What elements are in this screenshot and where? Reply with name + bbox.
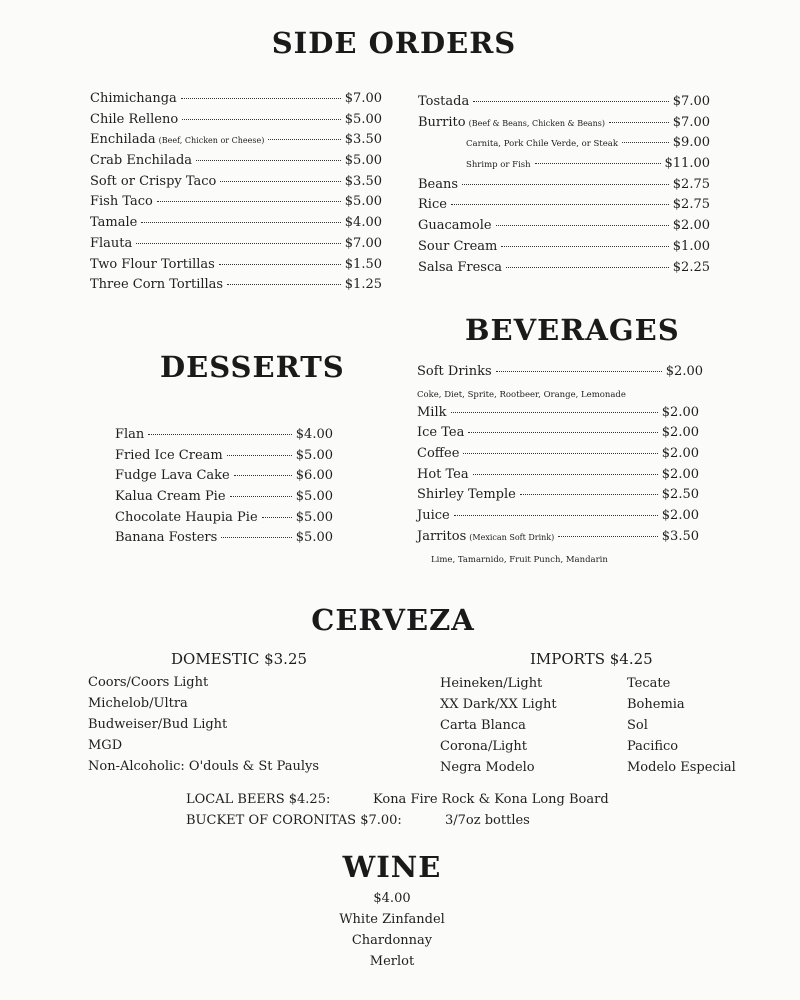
list-item: White Zinfandel [339, 912, 445, 927]
domestic-list [88, 672, 319, 777]
desserts-list [115, 427, 333, 551]
list-item: Salsa Fresca $2.25 [418, 259, 710, 275]
list-item: Chile Relleno $5.00 [90, 111, 382, 127]
list-item: Chocolate Haupia Pie $5.00 [115, 509, 333, 525]
list-item: Milk $2.00 [417, 404, 699, 420]
imports-heading: IMPORTS $4.25 [530, 650, 653, 668]
list-item: Non-Alcoholic: O'douls & St Paulys [88, 759, 320, 774]
list-item: Tostada $7.00 [418, 94, 710, 109]
soft-drinks-note: Coke, Diet, Sprite, Rootbeer, Orange, Lemonade [417, 389, 626, 400]
list-item: Tecate [627, 676, 671, 691]
list-item: Guacamole $2.00 [418, 218, 710, 234]
list-item: Carta Blanca [440, 718, 526, 733]
list-item: Kalua Cream Pie $5.00 [115, 489, 333, 505]
list-item: Shrimp or Fish $11.00 [466, 156, 710, 172]
list-item: Modelo Especial [627, 760, 736, 775]
list-item: Burrito (Beef & Beans, Chicken & Beans) $7.00 [418, 114, 710, 130]
list-item: Enchilada (Beef, Chicken or Cheese) $3.50 [90, 132, 382, 148]
bucket-label: BUCKET OF CORONITAS $7.00: [186, 813, 402, 828]
list-item: Coors/Coors Light [88, 675, 209, 690]
local-beers-value: Kona Fire Rock & Kona Long Board [373, 792, 609, 807]
list-item: Coffee $2.00 [417, 446, 699, 462]
list-item: Bohemia [627, 697, 685, 712]
list-item: Michelob/Ultra [88, 696, 188, 711]
list-item: Pacifico [627, 739, 679, 754]
list-item: Fish Taco $5.00 [90, 194, 382, 210]
list-item: Carnita, Pork Chile Verde, or Steak $9.00 [466, 135, 710, 151]
list-item: Fried Ice Cream $5.00 [115, 447, 333, 463]
domestic-heading: DOMESTIC $3.25 [171, 650, 308, 668]
list-item: Ice Tea $2.00 [417, 425, 699, 441]
list-item: Budweiser/Bud Light [88, 717, 228, 732]
wine-list [0, 888, 784, 972]
list-item: Flan $4.00 [115, 427, 333, 442]
list-item: Banana Fosters $5.00 [115, 530, 333, 546]
list-item: XX Dark/XX Light [440, 697, 557, 712]
list-item: MGD [88, 738, 123, 753]
beverages-title: BEVERAGES [465, 313, 680, 347]
imports-list-left [440, 673, 557, 778]
list-item: Chimichanga $7.00 [90, 91, 382, 106]
side-orders-left-list [90, 91, 382, 298]
beverages-list [417, 364, 703, 570]
list-item: Soft or Crispy Taco $3.50 [90, 173, 382, 189]
list-item: Soft Drinks $2.00 [417, 364, 703, 379]
list-item: Juice $2.00 [417, 508, 699, 524]
local-beers-label: LOCAL BEERS $4.25: [186, 792, 331, 807]
list-item: Corona/Light [440, 739, 528, 754]
side-orders-right-list [418, 94, 710, 280]
wine-title: WINE [342, 850, 442, 884]
bucket-value: 3/7oz bottles [445, 813, 530, 828]
imports-list-right [627, 673, 736, 778]
jarritos-note: Lime, Tamarnido, Fruit Punch, Mandarin [431, 554, 608, 565]
list-item: Sour Cream $1.00 [418, 238, 710, 254]
list-item: Beans $2.75 [418, 176, 710, 192]
list-item: Fudge Lava Cake $6.00 [115, 468, 333, 484]
list-item: Flauta $7.00 [90, 235, 382, 251]
side-orders-title: SIDE ORDERS [271, 26, 517, 60]
list-item: Shirley Temple $2.50 [417, 487, 699, 503]
list-item: Two Flour Tortillas $1.50 [90, 256, 382, 272]
list-item: Crab Enchilada $5.00 [90, 153, 382, 169]
list-item: Three Corn Tortillas $1.25 [90, 277, 382, 293]
list-item: Sol [627, 718, 648, 733]
list-item: Negra Modelo [440, 760, 535, 775]
list-item: Tamale $4.00 [90, 215, 382, 231]
wine-price: $4.00 [373, 891, 411, 906]
list-item: Jarritos (Mexican Soft Drink) $3.50 [417, 528, 699, 544]
cerveza-title: CERVEZA [311, 603, 475, 637]
list-item: Merlot [369, 954, 415, 969]
list-item: Hot Tea $2.00 [417, 466, 699, 482]
desserts-title: DESSERTS [160, 350, 345, 384]
list-item: Rice $2.75 [418, 197, 710, 213]
list-item: Heineken/Light [440, 676, 543, 691]
list-item: Chardonnay [351, 933, 433, 948]
